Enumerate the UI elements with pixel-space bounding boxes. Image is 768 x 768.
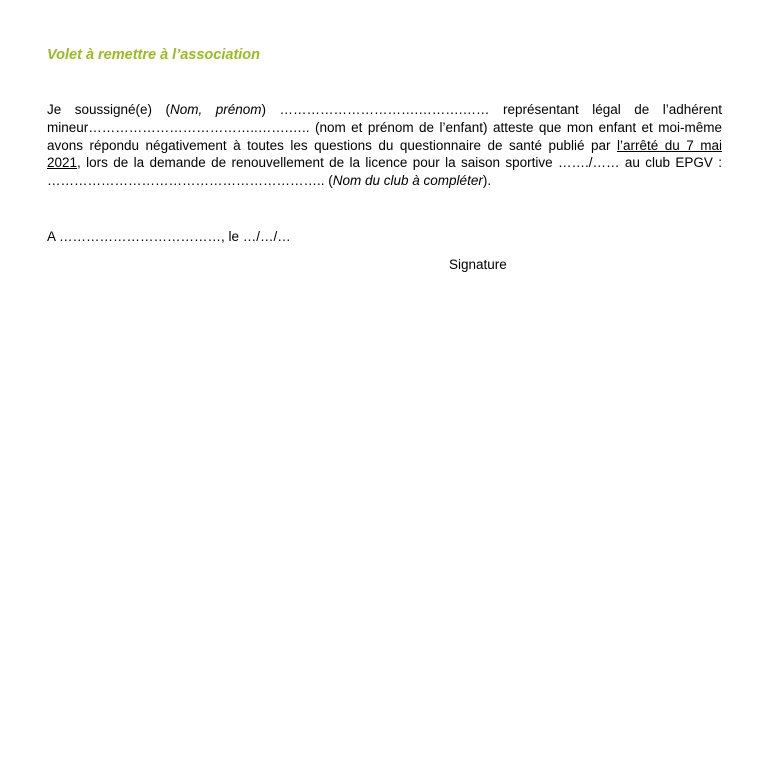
text-segment: , lors de la demande de renouvellement de la licence pour la saison sportive ……./…… au club EPGV : — [77, 155, 722, 171]
text-segment-italic: Nom, prénom — [170, 102, 262, 117]
text-segment-underlined: l’arrêté du 7 mai — [616, 137, 722, 153]
paragraph-line-1 — [47, 101, 722, 119]
text-segment: Je soussigné(e) ( — [47, 102, 170, 117]
text-segment: avons répondu négativement à toutes les questions du questionnaire de santé publié par — [47, 137, 617, 153]
paragraph-line-3 — [47, 137, 722, 155]
paragraph-line-2 — [47, 119, 722, 137]
text-segment: ). — [482, 173, 492, 189]
signature-label: Signature — [449, 257, 507, 272]
attestation-paragraph — [47, 101, 722, 190]
paragraph-line-5 — [47, 172, 722, 190]
text-segment: ) ………………………….……….…… représentant légal de l’adhérent — [261, 102, 723, 117]
section-title: Volet à remettre à l’association — [47, 47, 261, 63]
paragraph-line-4 — [47, 154, 722, 172]
text-segment: …………………………………………………….. ( — [47, 173, 333, 189]
place-date-line: A ………………………………, le …/…/… — [47, 229, 291, 244]
text-segment-italic: Nom du club à compléter — [332, 173, 483, 189]
text-segment: mineur………………………………..…….….. (nom et prénom de l’enfant) atteste que mon enfant et moi-même — [47, 119, 722, 135]
text-segment-underlined: 2021 — [47, 155, 78, 171]
